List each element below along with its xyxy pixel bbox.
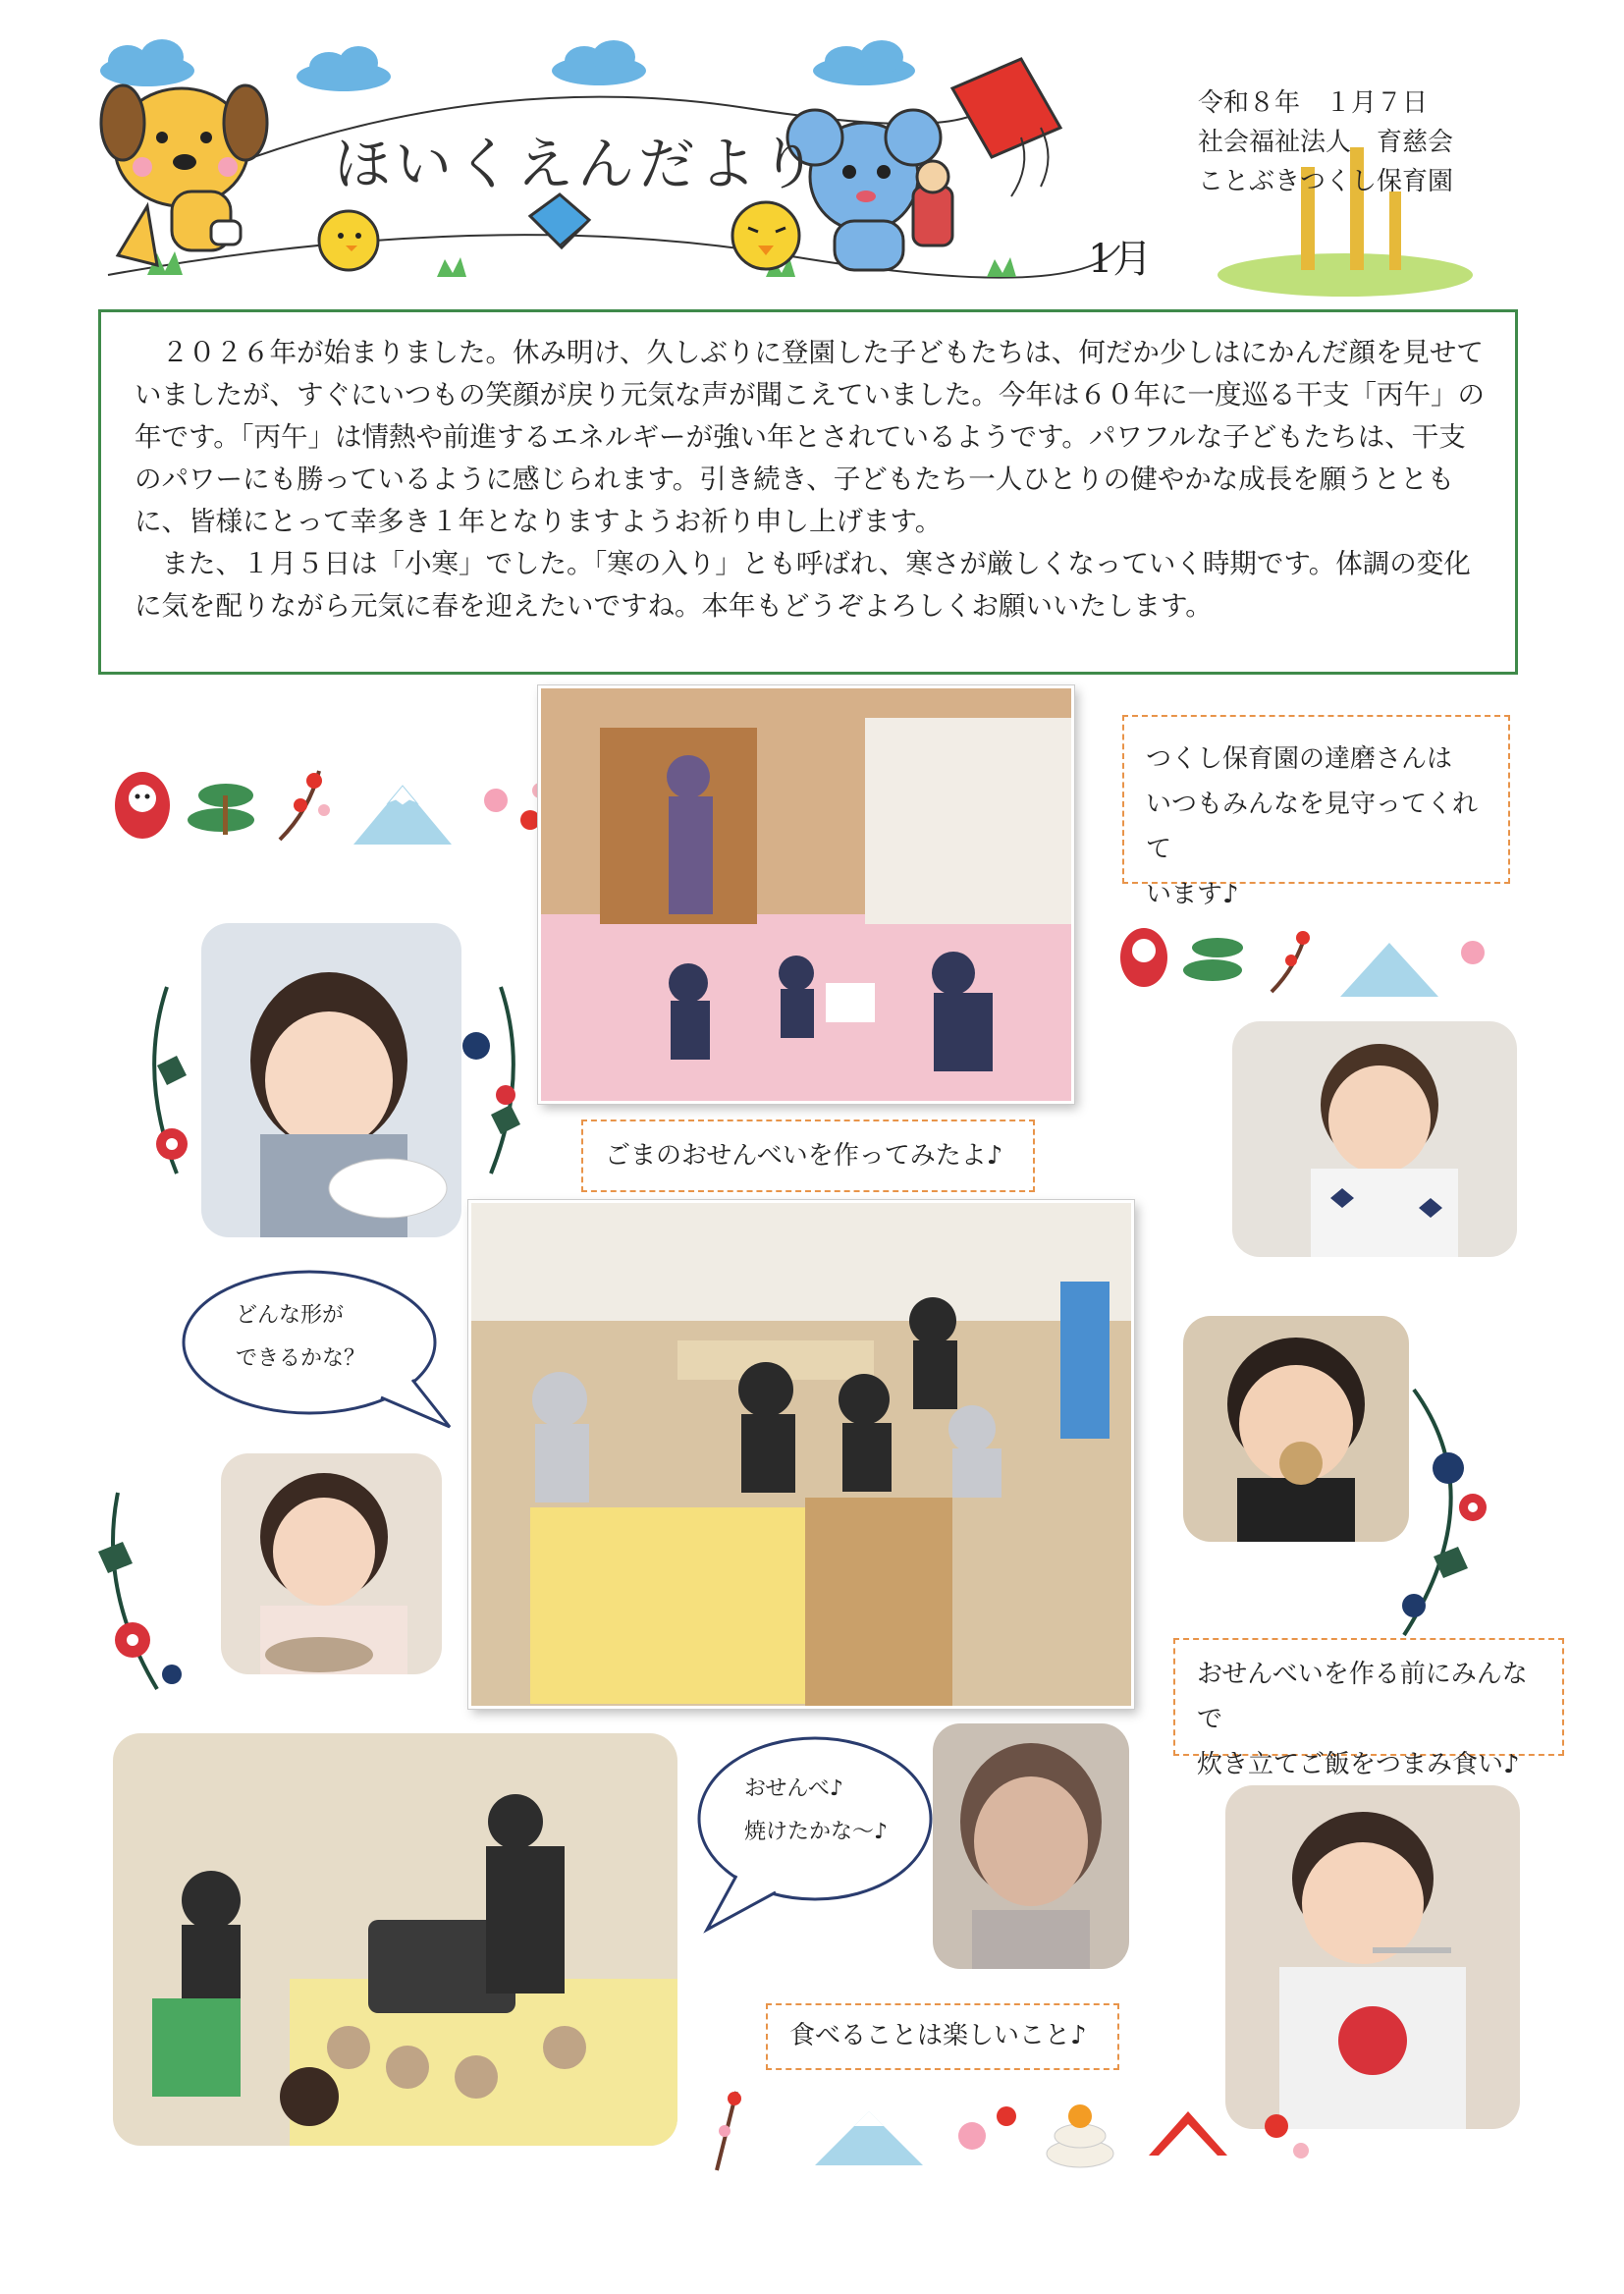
newsletter-title: ほいくえんだより — [334, 131, 822, 197]
caption-line: つくし保育園の達磨さんは — [1146, 744, 1453, 774]
bubble-line: どんな形が — [236, 1303, 345, 1328]
dog-icon — [101, 85, 267, 265]
intro-paragraph: ２０２６年が始まりました。休み明け、久しぶりに登園した子どもたちは、何だか少しはにかんだ顔を見せていましたが、すぐにいつもの笑顔が戻り元気な声が聞こえていました。今年は６０年に一度巡る干支「丙午」の年です。「丙午」は情熱や前進するエネルギーが強い年とされているようです。パワフルな子どもたちは、干支のパワーにも勝っているように感じられます。引き続き、子どもたち一人ひとりの健やかな成長を願うとともに、皆様にとって幸多き１年となりますようお祈り申し上げます。 — [135, 337, 1485, 537]
caption-line: いつもみんなを見守ってくれて — [1146, 790, 1479, 864]
bubble-text-baked — [744, 1768, 888, 1854]
kite-icon — [952, 59, 1060, 196]
nursery-name: ことぶきつくし保育園 — [1198, 167, 1454, 196]
caption-goma-senbei — [581, 1120, 1035, 1192]
photo-girl-with-plate — [221, 1453, 442, 1674]
kagami-mochi-icon — [1047, 2104, 1113, 2167]
pine-icon — [1183, 938, 1243, 981]
new-year-decoration — [687, 2077, 1316, 2175]
bubble-line: 焼けたかな～♪ — [744, 1820, 889, 1844]
daruma-icon — [1120, 928, 1167, 987]
intro-paragraph: また、１月５日は「小寒」でした。「寒の入り」とも呼ばれ、寒さが厳しくなっていく時期です。体調の変化に気を配りながら元気に春を迎えたいですね。本年もどうぞよろしくお願いいたします。 — [135, 548, 1471, 622]
caption-rice-tasting — [1173, 1638, 1564, 1779]
bubble-line: できるかな？ — [236, 1346, 366, 1371]
plum-icon — [717, 2092, 741, 2170]
decoration-fan-icon — [1149, 2111, 1227, 2156]
kite-icon — [530, 194, 589, 247]
bubble-text-shape — [236, 1294, 365, 1381]
daruma-icon — [115, 772, 170, 839]
org-block — [1198, 83, 1453, 201]
holly-wreath-icon — [128, 957, 540, 1193]
plum-icon — [1272, 931, 1310, 992]
photo-daruma-classroom — [538, 685, 1074, 1104]
mount-fuji-icon — [1340, 943, 1438, 997]
plum-icon — [280, 771, 330, 840]
photo-hotplate-table — [113, 1733, 677, 2146]
caption-eating-fun — [766, 2003, 1119, 2070]
photo-making-senbei — [468, 1200, 1134, 1709]
mount-fuji-icon — [353, 786, 452, 845]
plum-icon — [1461, 941, 1485, 964]
month-label: 1月 — [1088, 237, 1153, 282]
caption-line: います♪ — [1146, 880, 1239, 909]
photo-boy-eating-snack — [1232, 1021, 1517, 1257]
chick-icon — [732, 202, 799, 269]
new-year-decoration — [108, 751, 560, 859]
caption-daruma — [1122, 715, 1510, 909]
chick-icon — [319, 211, 378, 270]
bubble-line: おせんべ♪ — [744, 1776, 843, 1801]
holly-wreath-icon — [1375, 1370, 1532, 1645]
intro-box — [98, 309, 1518, 675]
caption-line: 炊き立てご飯をつまみ食い♪ — [1197, 1750, 1520, 1779]
caption-line: 食べることは楽しいこと♪ — [789, 2021, 1087, 2050]
caption-line: ごまのおせんべいを作ってみたよ♪ — [605, 1141, 1003, 1171]
holly-wreath-icon — [79, 1473, 216, 1699]
plum-icon — [958, 2106, 1016, 2150]
caption-line: おせんべいを作る前にみんなで — [1197, 1660, 1528, 1734]
plum-icon — [1265, 2114, 1309, 2158]
pine-icon — [188, 784, 254, 835]
mount-fuji-icon — [815, 2111, 923, 2165]
photo-child-eating-blurred — [933, 1723, 1129, 1969]
issue-date: 令和８年 １月７日 — [1198, 88, 1429, 118]
organization-name: 社会福祉法人 育慈会 — [1198, 128, 1454, 157]
cloud-icon — [100, 39, 915, 91]
new-year-decoration — [1114, 913, 1507, 1002]
